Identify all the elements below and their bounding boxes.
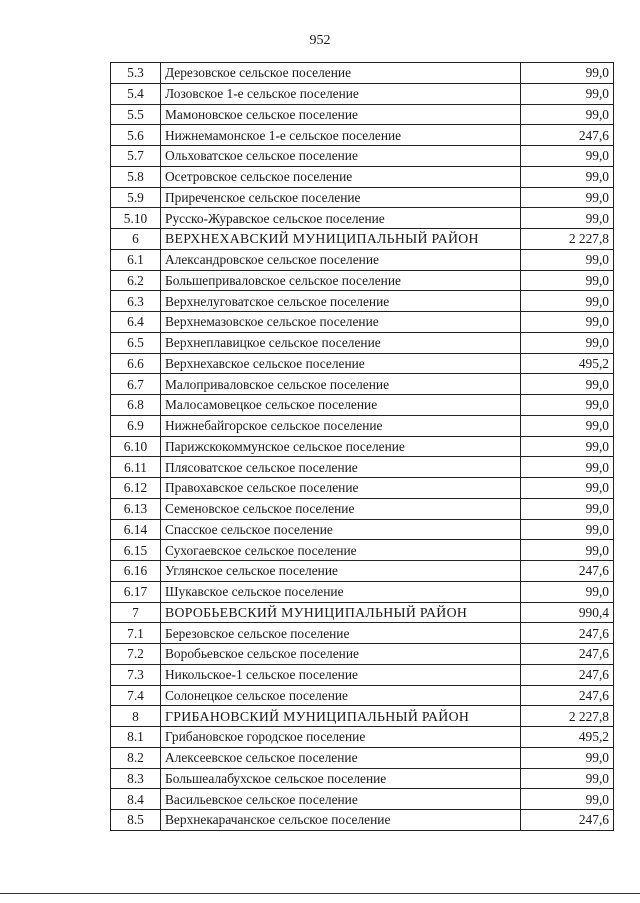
settlement-name: Верхнемазовское сельское поселение (161, 312, 521, 333)
table-row (111, 270, 614, 291)
row-number: 6.7 (111, 374, 161, 395)
row-number: 6.17 (111, 581, 161, 602)
settlement-name: Мамоновское сельское поселение (161, 104, 521, 125)
allocation-amount: 99,0 (521, 581, 614, 602)
allocation-amount: 99,0 (521, 436, 614, 457)
row-number: 6 (111, 229, 161, 250)
row-number: 6.4 (111, 312, 161, 333)
settlement-name: Малосамовецкое сельское поселение (161, 395, 521, 416)
allocation-amount: 247,6 (521, 561, 614, 582)
allocation-amount: 990,4 (521, 602, 614, 623)
table-row (111, 540, 614, 561)
settlement-name: Семеновское сельское поселение (161, 498, 521, 519)
allocation-amount: 2 227,8 (521, 706, 614, 727)
table-row (111, 664, 614, 685)
settlement-name: Шукавское сельское поселение (161, 581, 521, 602)
table-row (111, 478, 614, 499)
row-number: 6.1 (111, 249, 161, 270)
table-row (111, 332, 614, 353)
table-row (111, 810, 614, 831)
allocation-amount: 99,0 (521, 312, 614, 333)
allocation-amount: 99,0 (521, 519, 614, 540)
row-number: 5.7 (111, 146, 161, 167)
allocation-amount: 247,6 (521, 664, 614, 685)
bottom-rule (0, 893, 640, 894)
row-number: 7 (111, 602, 161, 623)
settlement-name: ГРИБАНОВСКИЙ МУНИЦИПАЛЬНЫЙ РАЙОН (161, 706, 521, 727)
allocation-amount: 247,6 (521, 623, 614, 644)
row-number: 7.2 (111, 644, 161, 665)
allocation-amount: 99,0 (521, 83, 614, 104)
settlement-name: Никольское-1 сельское поселение (161, 664, 521, 685)
row-number: 6.3 (111, 291, 161, 312)
allocation-amount: 495,2 (521, 353, 614, 374)
settlement-name: Александровское сельское поселение (161, 249, 521, 270)
allocation-amount: 247,6 (521, 125, 614, 146)
allocation-amount: 99,0 (521, 789, 614, 810)
row-number: 5.3 (111, 63, 161, 84)
settlement-name: Малоприваловское сельское поселение (161, 374, 521, 395)
table-row (111, 374, 614, 395)
table-row (111, 581, 614, 602)
table-row (111, 727, 614, 748)
row-number: 6.10 (111, 436, 161, 457)
settlement-name: Верхнекарачанское сельское поселение (161, 810, 521, 831)
table-body (111, 63, 614, 831)
table-row (111, 768, 614, 789)
row-number: 6.11 (111, 457, 161, 478)
row-number: 6.13 (111, 498, 161, 519)
settlement-name: Русско-Журавское сельское поселение (161, 208, 521, 229)
allocation-amount: 99,0 (521, 498, 614, 519)
allocation-amount: 99,0 (521, 332, 614, 353)
table-row (111, 208, 614, 229)
row-number: 7.1 (111, 623, 161, 644)
district-row (111, 229, 614, 250)
allocation-amount: 99,0 (521, 187, 614, 208)
table-row (111, 561, 614, 582)
settlement-name: Сухогаевское сельское поселение (161, 540, 521, 561)
settlement-name: Верхнехавское сельское поселение (161, 353, 521, 374)
settlement-name: Солонецкое сельское поселение (161, 685, 521, 706)
table-row (111, 104, 614, 125)
allocation-amount: 99,0 (521, 249, 614, 270)
table-row (111, 125, 614, 146)
table-row (111, 623, 614, 644)
settlement-name: Верхнеплавицкое сельское поселение (161, 332, 521, 353)
table-row (111, 249, 614, 270)
table-row (111, 187, 614, 208)
settlement-name: Ольховатское сельское поселение (161, 146, 521, 167)
settlement-name: Приреченское сельское поселение (161, 187, 521, 208)
allocation-amount: 99,0 (521, 208, 614, 229)
allocation-amount: 247,6 (521, 810, 614, 831)
table-row (111, 312, 614, 333)
allocation-amount: 99,0 (521, 457, 614, 478)
allocation-table (110, 62, 614, 831)
settlement-name: Дерезовское сельское поселение (161, 63, 521, 84)
allocation-amount: 247,6 (521, 685, 614, 706)
table-row (111, 415, 614, 436)
settlement-name: Грибановское городское поселение (161, 727, 521, 748)
allocation-amount: 99,0 (521, 166, 614, 187)
allocation-amount: 99,0 (521, 146, 614, 167)
settlement-name: Плясоватское сельское поселение (161, 457, 521, 478)
settlement-name: Лозовское 1-е сельское поселение (161, 83, 521, 104)
row-number: 8 (111, 706, 161, 727)
row-number: 6.9 (111, 415, 161, 436)
row-number: 6.15 (111, 540, 161, 561)
table-row (111, 146, 614, 167)
row-number: 5.5 (111, 104, 161, 125)
allocation-amount: 99,0 (521, 270, 614, 291)
row-number: 8.1 (111, 727, 161, 748)
settlement-name: Большеприваловское сельское поселение (161, 270, 521, 291)
row-number: 6.6 (111, 353, 161, 374)
settlement-name: Воробьевское сельское поселение (161, 644, 521, 665)
settlement-name: Березовское сельское поселение (161, 623, 521, 644)
row-number: 6.8 (111, 395, 161, 416)
allocation-amount: 99,0 (521, 291, 614, 312)
row-number: 5.9 (111, 187, 161, 208)
row-number: 5.6 (111, 125, 161, 146)
allocation-amount: 99,0 (521, 104, 614, 125)
allocation-amount: 247,6 (521, 644, 614, 665)
table-row (111, 789, 614, 810)
district-row (111, 706, 614, 727)
settlement-name: Спасское сельское поселение (161, 519, 521, 540)
table-row (111, 63, 614, 84)
settlement-name: Правохавское сельское поселение (161, 478, 521, 499)
row-number: 5.10 (111, 208, 161, 229)
row-number: 6.14 (111, 519, 161, 540)
row-number: 5.8 (111, 166, 161, 187)
allocation-amount: 495,2 (521, 727, 614, 748)
settlement-name: Большеалабухское сельское поселение (161, 768, 521, 789)
table-row (111, 644, 614, 665)
row-number: 8.5 (111, 810, 161, 831)
settlement-name: Верхнелуговатское сельское поселение (161, 291, 521, 312)
settlement-name: Углянское сельское поселение (161, 561, 521, 582)
table-row (111, 291, 614, 312)
allocation-amount: 99,0 (521, 768, 614, 789)
district-row (111, 602, 614, 623)
settlement-name: Осетровское сельское поселение (161, 166, 521, 187)
allocation-amount: 2 227,8 (521, 229, 614, 250)
page-number: 952 (309, 33, 331, 48)
table-row (111, 166, 614, 187)
allocation-amount: 99,0 (521, 747, 614, 768)
settlement-name: Васильевское сельское поселение (161, 789, 521, 810)
table-row (111, 747, 614, 768)
allocation-amount: 99,0 (521, 415, 614, 436)
table-row (111, 498, 614, 519)
allocation-amount: 99,0 (521, 374, 614, 395)
row-number: 5.4 (111, 83, 161, 104)
settlement-name: ВЕРХНЕХАВСКИЙ МУНИЦИПАЛЬНЫЙ РАЙОН (161, 229, 521, 250)
table-row (111, 395, 614, 416)
table-row (111, 519, 614, 540)
row-number: 6.16 (111, 561, 161, 582)
table-row (111, 83, 614, 104)
settlement-name: Парижскокоммунское сельское поселение (161, 436, 521, 457)
row-number: 8.4 (111, 789, 161, 810)
allocation-amount: 99,0 (521, 395, 614, 416)
settlement-name: ВОРОБЬЕВСКИЙ МУНИЦИПАЛЬНЫЙ РАЙОН (161, 602, 521, 623)
table-row (111, 353, 614, 374)
settlement-name: Нижнебайгорское сельское поселение (161, 415, 521, 436)
row-number: 8.3 (111, 768, 161, 789)
table-row (111, 457, 614, 478)
row-number: 7.3 (111, 664, 161, 685)
row-number: 6.12 (111, 478, 161, 499)
allocation-amount: 99,0 (521, 63, 614, 84)
allocation-amount: 99,0 (521, 478, 614, 499)
row-number: 8.2 (111, 747, 161, 768)
table-row (111, 685, 614, 706)
row-number: 6.5 (111, 332, 161, 353)
row-number: 6.2 (111, 270, 161, 291)
settlement-name: Алексеевское сельское поселение (161, 747, 521, 768)
table-row (111, 436, 614, 457)
allocation-amount: 99,0 (521, 540, 614, 561)
row-number: 7.4 (111, 685, 161, 706)
settlement-name: Нижнемамонское 1-е сельское поселение (161, 125, 521, 146)
